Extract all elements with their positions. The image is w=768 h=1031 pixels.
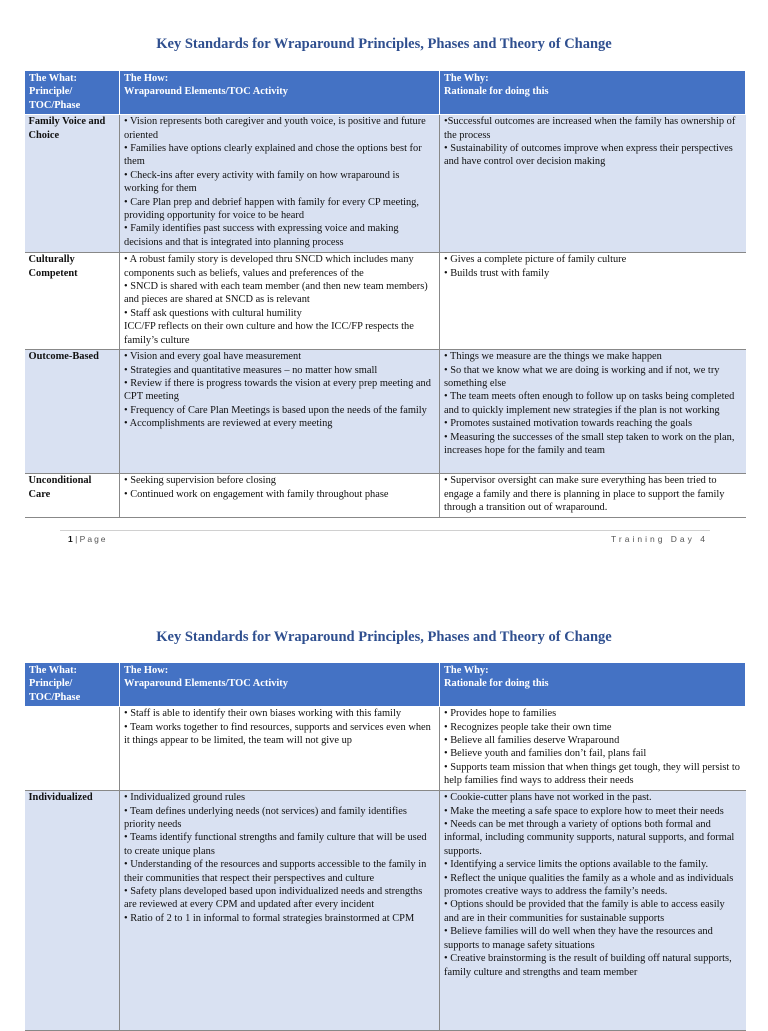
principle-cell: Family Voice and Choice	[25, 115, 120, 253]
header-why: The Why: Rationale for doing this	[440, 663, 746, 707]
how-cell: • Seeking supervision before closing • Continued work on engagement with family throughout phase	[120, 474, 440, 518]
table-row	[25, 707, 746, 791]
why-cell: • Cookie-cutter plans have not worked in the past. • Make the meeting a safe space to explore how to meet their needs • Needs can be met through a variety of options both formal and informal, including community supports, natural supports, and formal supports. • Identifying a service limits the options available to the family. • Reflect the unique qualities the family as a whole and as individuals promotes creative ways to address the family’s needs. • Options should be provided that the family is able to access easily and are in their communities for sustainable supports • Believe families will do well when they have the resources and supports to manage safety situations • Creative brainstorming is the result of building off natural supports, family culture and strengths and team member	[440, 791, 746, 1031]
footer-training-day: Training Day 4	[611, 534, 708, 544]
how-cell: • Individualized ground rules • Team defines underlying needs (not services) and family identifies priority needs • Teams identify functional strengths and family culture that will be used to create unique plans • Understanding of the resources and supports accessible to the family in their communities that respect their perspectives and culture • Safety plans developed based upon individualized needs and strengths are reviewed at every CPM and updated after every incident • Ratio of 2 to 1 in informal to formal strategies brainstormed at CPM	[120, 791, 440, 1031]
principle-cell: Unconditional Care	[25, 474, 120, 518]
principle-cell: Outcome-Based	[25, 350, 120, 474]
page-label: Page	[79, 534, 108, 544]
principle-cell: Culturally Competent	[25, 253, 120, 350]
principle-cell: Individualized	[25, 791, 120, 1031]
header-why: The Why: Rationale for doing this	[440, 71, 746, 115]
why-cell: • Supervisor oversight can make sure everything has been tried to engage a family and there is planning in place to support the family through a transition out of wraparound.	[440, 474, 746, 518]
page-number: 1	[68, 534, 73, 544]
how-cell: • Staff is able to identify their own biases working with this family • Team works together to find resources, supports and services even when it things appear to be limited, the team will not give up	[120, 707, 440, 791]
table-header-row	[25, 663, 746, 707]
why-cell: • Things we measure are the things we make happen • So that we know what we are doing is working and if not, we try something else • The team meets often enough to follow up on tasks being completed and to quickly implement new strategies if the plan is not working • Promotes sustained motivation towards reaching the goals • Measuring the successes of the small step taken to work on the plan, increases hope for the family and team	[440, 350, 746, 474]
table-row	[25, 350, 746, 474]
how-cell: • Vision represents both caregiver and youth voice, is positive and future oriented • Families have options clearly explained and chose the options best for them • Check-ins after every activity with family on how wraparound is working for them • Care Plan prep and debrief happen with family for every CP meeting, providing opportunity for voice to be heard • Family identifies past success with expressing voice and making decisions and that is integrated into planning process	[120, 115, 440, 253]
table-row	[25, 791, 746, 1031]
standards-table-page-2	[24, 662, 746, 1031]
header-what: The What: Principle/ TOC/Phase	[25, 663, 120, 707]
table-row	[25, 115, 746, 253]
standards-table-page-1	[24, 70, 746, 518]
table-header-row	[25, 71, 746, 115]
header-what: The What: Principle/ TOC/Phase	[25, 71, 120, 115]
page-footer	[68, 534, 708, 544]
how-cell: • A robust family story is developed thru SNCD which includes many components such as beliefs, values and preferences of the • SNCD is shared with each team member (and then new team members) and pieces are shared at SNCD as is relevant • Staff ask questions with cultural humility ICC/FP reflects on their own culture and how the ICC/FP respects the family’s culture	[120, 253, 440, 350]
table-row	[25, 253, 746, 350]
principle-cell	[25, 707, 120, 791]
why-cell: •Successful outcomes are increased when the family has ownership of the process • Sustainability of outcomes improve when express their perspectives and have control over decision making	[440, 115, 746, 253]
header-how: The How: Wraparound Elements/TOC Activity	[120, 71, 440, 115]
page-title: Key Standards for Wraparound Principles, Phases and Theory of Change	[156, 36, 612, 52]
why-cell: • Provides hope to families • Recognizes people take their own time • Believe all families deserve Wraparound • Believe youth and families don’t fail, plans fail • Supports team mission that when things get tough, they will persist to help families find ways to address their needs	[440, 707, 746, 791]
page-title: Key Standards for Wraparound Principles, Phases and Theory of Change	[156, 629, 612, 645]
header-how: The How: Wraparound Elements/TOC Activity	[120, 663, 440, 707]
how-cell: • Vision and every goal have measurement • Strategies and quantitative measures – no matter how small • Review if there is progress towards the vision at every prep meeting and CPT meeting • Frequency of Care Plan Meetings is based upon the needs of the family • Accomplishments are reviewed at every meeting	[120, 350, 440, 474]
why-cell: • Gives a complete picture of family culture • Builds trust with family	[440, 253, 746, 350]
footer-divider	[60, 530, 710, 531]
footer-separator: |	[72, 534, 80, 544]
table-row	[25, 474, 746, 518]
